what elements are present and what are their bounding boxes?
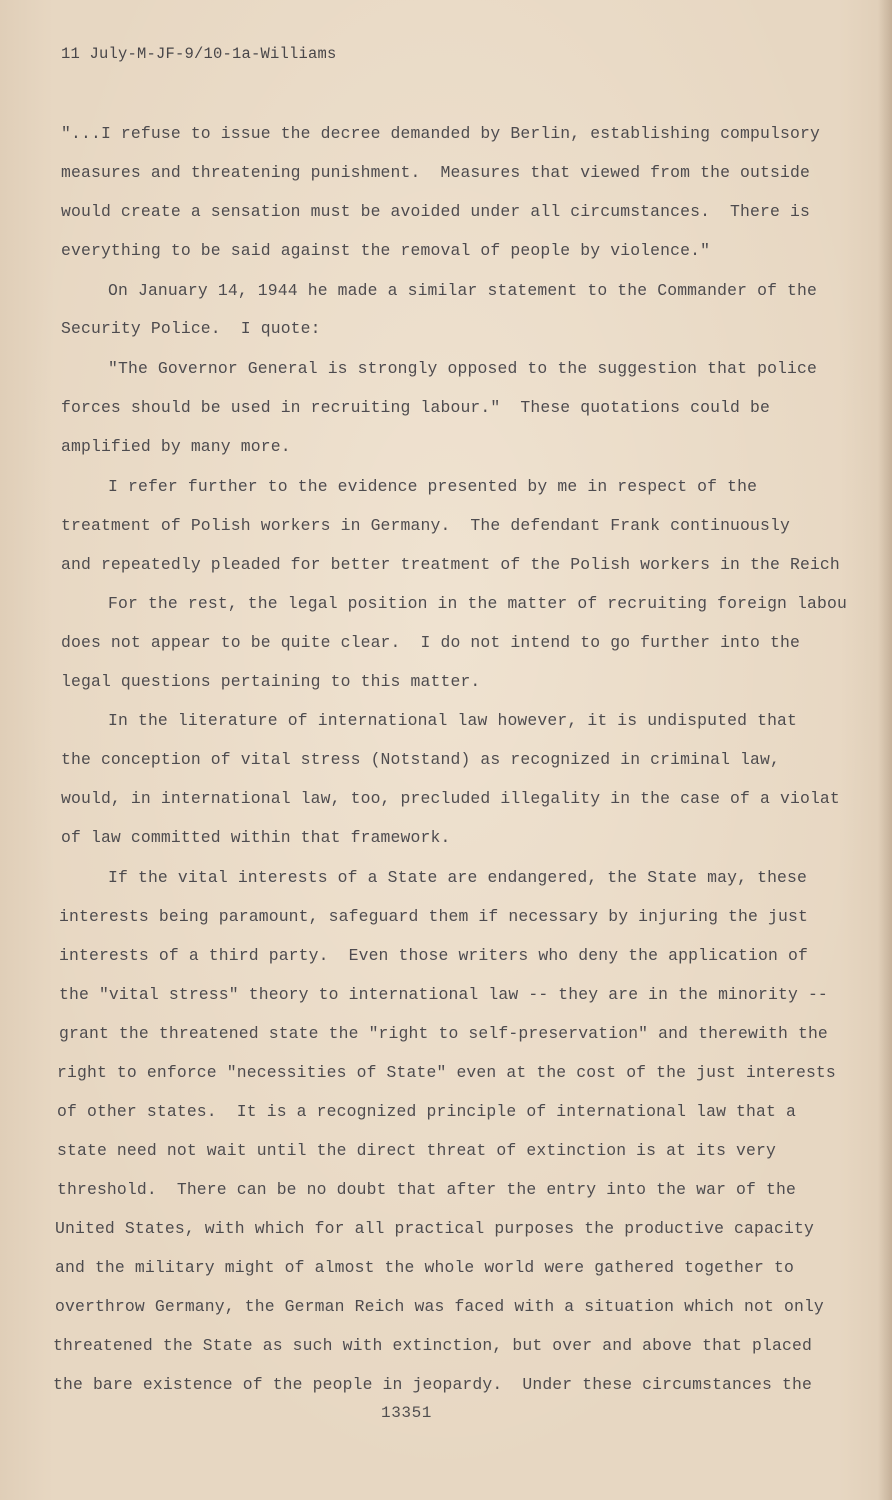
text-line-7: "The Governor General is strongly opposed to the suggestion that police <box>108 359 818 378</box>
page-number: 13351 <box>381 1404 433 1422</box>
text-line-12: and repeatedly pleaded for better treatment of the Polish workers in the Reich <box>61 555 840 574</box>
document-header: 11 July-M-JF-9/10-1a-Williams <box>61 45 337 63</box>
text-line-22: interests of a third party. Even those writers who deny the application of <box>59 946 808 965</box>
text-line-2: measures and threatening punishment. Measures that viewed from the outside <box>61 163 810 182</box>
text-line-26: of other states. It is a recognized principle of international law that a <box>57 1102 796 1121</box>
text-line-9: amplified by many more. <box>61 437 291 456</box>
text-line-15: legal questions pertaining to this matter. <box>61 672 481 691</box>
text-line-27: state need not wait until the direct threat of extinction is at its very <box>57 1141 776 1160</box>
text-line-33: the bare existence of the people in jeopardy. Under these circumstances the <box>53 1375 812 1394</box>
text-line-13: For the rest, the legal position in the matter of recruiting foreign labou <box>108 594 847 613</box>
text-line-11: treatment of Polish workers in Germany. The defendant Frank continuously <box>61 516 790 535</box>
text-line-29: United States, with which for all practical purposes the productive capacity <box>55 1219 814 1238</box>
text-line-18: would, in international law, too, precluded illegality in the case of a violat <box>61 789 840 808</box>
text-line-28: threshold. There can be no doubt that after the entry into the war of the <box>57 1180 796 1199</box>
text-line-31: overthrow Germany, the German Reich was faced with a situation which not only <box>55 1297 824 1316</box>
text-line-5: On January 14, 1944 he made a similar statement to the Commander of the <box>108 281 818 300</box>
text-line-14: does not appear to be quite clear. I do not intend to go further into the <box>61 633 800 652</box>
text-line-6: Security Police. I quote: <box>61 319 321 338</box>
text-line-10: I refer further to the evidence presented by me in respect of the <box>108 477 758 496</box>
text-line-1: "...I refuse to issue the decree demanded by Berlin, establishing compulsory <box>61 124 820 143</box>
page-edge-shadow <box>878 0 892 1500</box>
text-line-17: the conception of vital stress (Notstand) as recognized in criminal law, <box>61 750 780 769</box>
text-line-8: forces should be used in recruiting labour." These quotations could be <box>61 398 771 417</box>
text-line-24: grant the threatened state the "right to self-preservation" and therewith the <box>59 1024 828 1043</box>
text-line-23: the "vital stress" theory to international law -- they are in the minority -- <box>59 985 828 1004</box>
text-line-3: would create a sensation must be avoided under all circumstances. There is <box>61 202 810 221</box>
text-line-32: threatened the State as such with extinction, but over and above that placed <box>53 1336 812 1355</box>
text-line-19: of law committed within that framework. <box>61 828 451 847</box>
text-line-30: and the military might of almost the whole world were gathered together to <box>55 1258 794 1277</box>
text-line-16: In the literature of international law however, it is undisputed that <box>108 711 798 730</box>
text-line-25: right to enforce "necessities of State" even at the cost of the just interests <box>57 1063 836 1082</box>
text-line-21: interests being paramount, safeguard them if necessary by injuring the just <box>59 907 808 926</box>
text-line-4: everything to be said against the removal of people by violence." <box>61 241 711 260</box>
text-line-20: If the vital interests of a State are endangered, the State may, these <box>108 868 808 887</box>
